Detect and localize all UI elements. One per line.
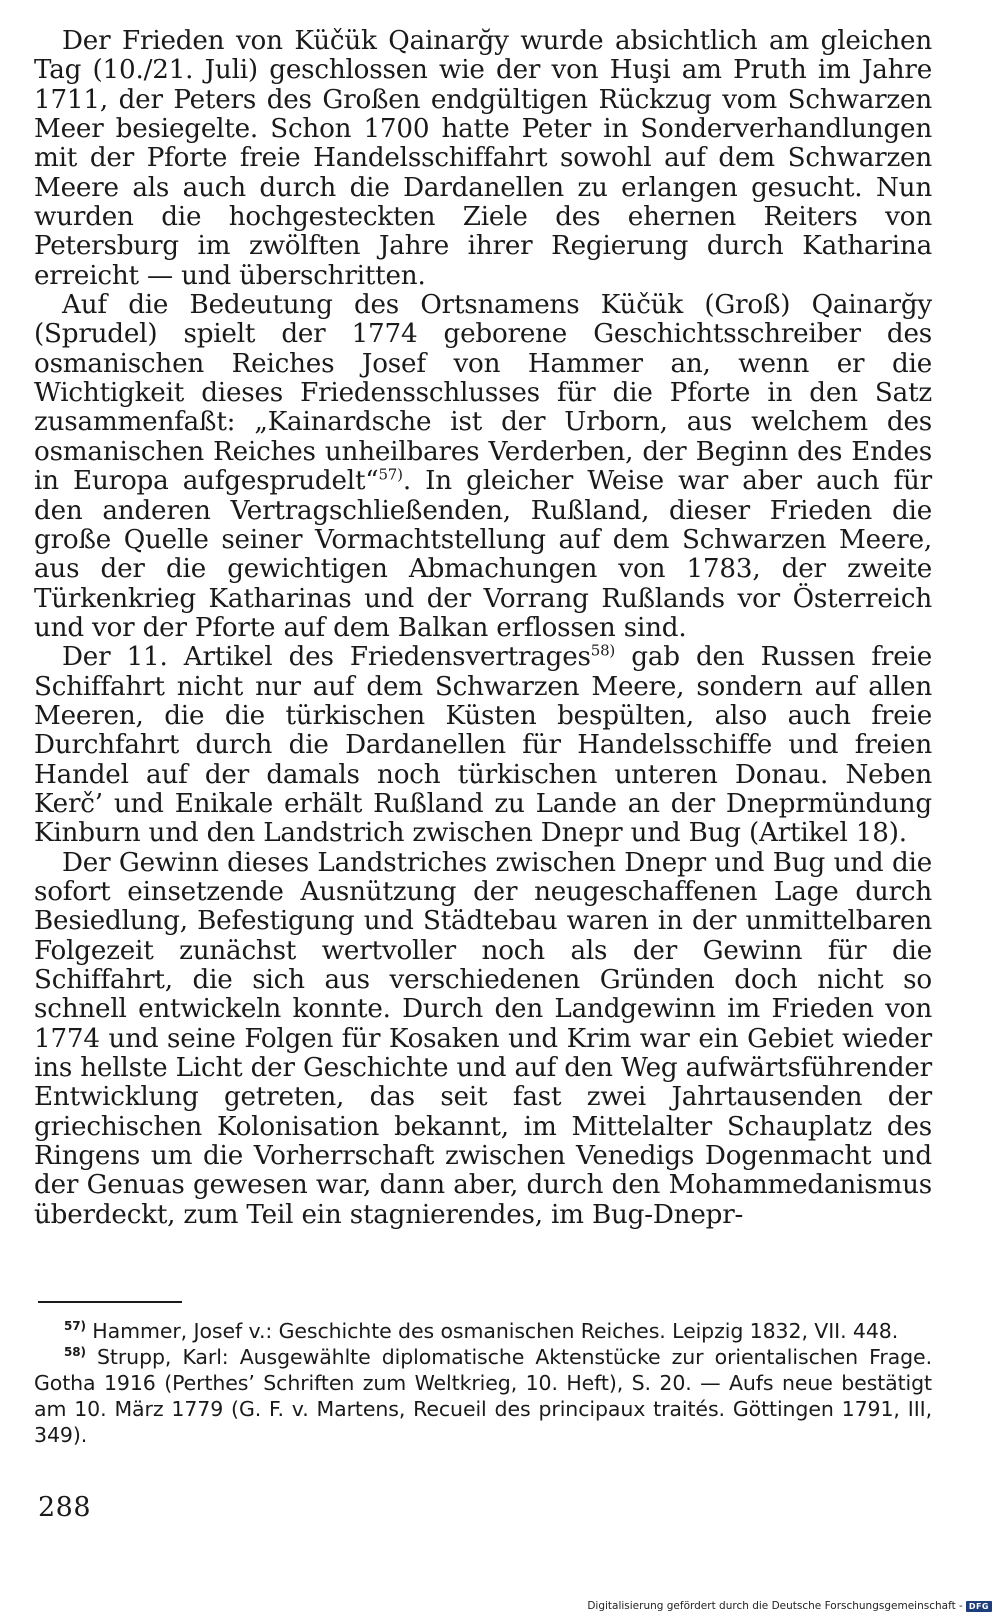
footnotes xyxy=(34,1318,932,1448)
paragraph-4: Der Gewinn dieses Landstriches zwischen Dnepr und Bug und die sofort einsetzende Ausnützung der neugeschaffenen Lage durch Besiedlung, Befestigung und Städtebau waren in der unmittelbaren Folgezeit zunächst wertvoller noch als der Gewinn für die Schiffahrt, die sich aus verschiedenen Gründen doch nicht so schnell entwickeln konnte. Durch den Landgewinn im Frieden von 1774 und seine Folgen für Kosaken und Krim war ein Gebiet wieder ins hellste Licht der Geschichte und auf den Weg aufwärtsführender Entwicklung getreten, das seit fast zwei Jahrtausenden der griechischen Kolonisation bekannt, im Mittelalter Schauplatz des Ringens um die Vorherrschaft zwischen Venedigs Dogenmacht und der Genuas gewesen war, dann aber, durch den Mohammedanismus überdeckt, zum Teil ein stagnierendes, im Bug-Dnepr- xyxy=(34,847,932,1230)
footnote-ref-58[interactable]: 58) xyxy=(590,641,616,660)
footnote-58-mark: 58) xyxy=(64,1345,86,1360)
paragraph-2-text-b: . In gleicher Weise war aber auch für den anderen Vertragschließenden, Rußland, dieser Frieden die große Quelle seiner Vormachtstellung auf dem Schwarzen Meere, aus der die gewichtigen Abmachungen von 1783, der zweite Türkenkrieg Katharinas und der Vorrang Rußlands vor Österreich und vor der Pforte auf dem Balkan erflossen sind. xyxy=(34,466,932,643)
footnote-57-text: Hammer, Josef v.: Geschichte des osmanischen Reiches. Leipzig 1832, VII. 448. xyxy=(85,1319,899,1343)
paragraph-1: Der Frieden von Küčük Qainarğy wurde absichtlich am gleichen Tag (10./21. Juli) geschlossen wie der von Huşi am Pruth im Jahre 1711, der Peters des Großen endgültigen Rückzug vom Schwarzen Meer besiegelte. Schon 1700 hatte Peter in Sonderverhandlungen mit der Pforte freie Handelsschiffahrt sowohl auf dem Schwarzen Meere als auch durch die Dardanellen zu erlangen gesucht. Nun wurden die hochgesteckten Ziele des ehernen Reiters von Petersburg im zwölften Jahre ihrer Regierung durch Katharina erreicht — und überschritten. xyxy=(34,26,932,291)
footnote-57 xyxy=(34,1318,932,1344)
paragraph-2-text-a: Auf die Bedeutung des Ortsnamens Küčük (Groß) Qainarğy (Sprudel) spielt der 1774 geborene Geschichtsschreiber des osmanischen Reiches Josef von Hammer an, wenn er die Wichtigkeit dieses Friedensschlusses für die Pforte in den Satz zusammenfaßt: „Kainardsche ist der Urborn, aus welchem des osmanischen Reiches unheilbares Verderben, der Beginn des Endes in Europa aufgesprudelt“ xyxy=(34,290,932,497)
footnote-57-mark: 57) xyxy=(64,1319,86,1334)
footnote-58-text: Strupp, Karl: Ausgewählte diplomatische Aktenstücke zur orientalischen Frage. Gotha 1916 (Perthes’ Schriften zum Weltkrieg, 10. Heft), S. 20. — Aufs neue bestätigt am 10. März 1779 (G. F. v. Martens, Recueil des principaux traités. Göttingen 1791, III, 349). xyxy=(34,1345,932,1447)
footnote-ref-57[interactable]: 57) xyxy=(378,465,403,484)
paragraph-3-text-a: Der 11. Artikel des Friedensvertrages xyxy=(62,642,591,673)
paragraph-2 xyxy=(34,291,932,643)
digitization-credit xyxy=(587,1600,992,1612)
footnote-58 xyxy=(34,1344,932,1448)
paragraph-3 xyxy=(34,643,932,848)
page-number: 288 xyxy=(38,1492,92,1523)
credit-text: Digitalisierung gefördert durch die Deutsche Forschungsgemeinschaft - xyxy=(587,1600,963,1612)
footnote-divider xyxy=(38,1301,182,1303)
dfg-logo-icon: DFG xyxy=(966,1601,992,1612)
paragraph-3-text-b: gab den Russen freie Schiffahrt nicht nur auf dem Schwarzen Meere, sondern auf allen Meeren, die die türkischen Küsten bespülten, also auch freie Durchfahrt durch die Dardanellen für Handelsschiffe und freien Handel auf der damals noch türkischen unteren Donau. Neben Kerč’ und Enikale erhält Rußland zu Lande an der Dneprmündung Kinburn und den Landstrich zwischen Dnepr und Bug (Artikel 18). xyxy=(34,642,932,849)
main-text xyxy=(34,27,932,1230)
